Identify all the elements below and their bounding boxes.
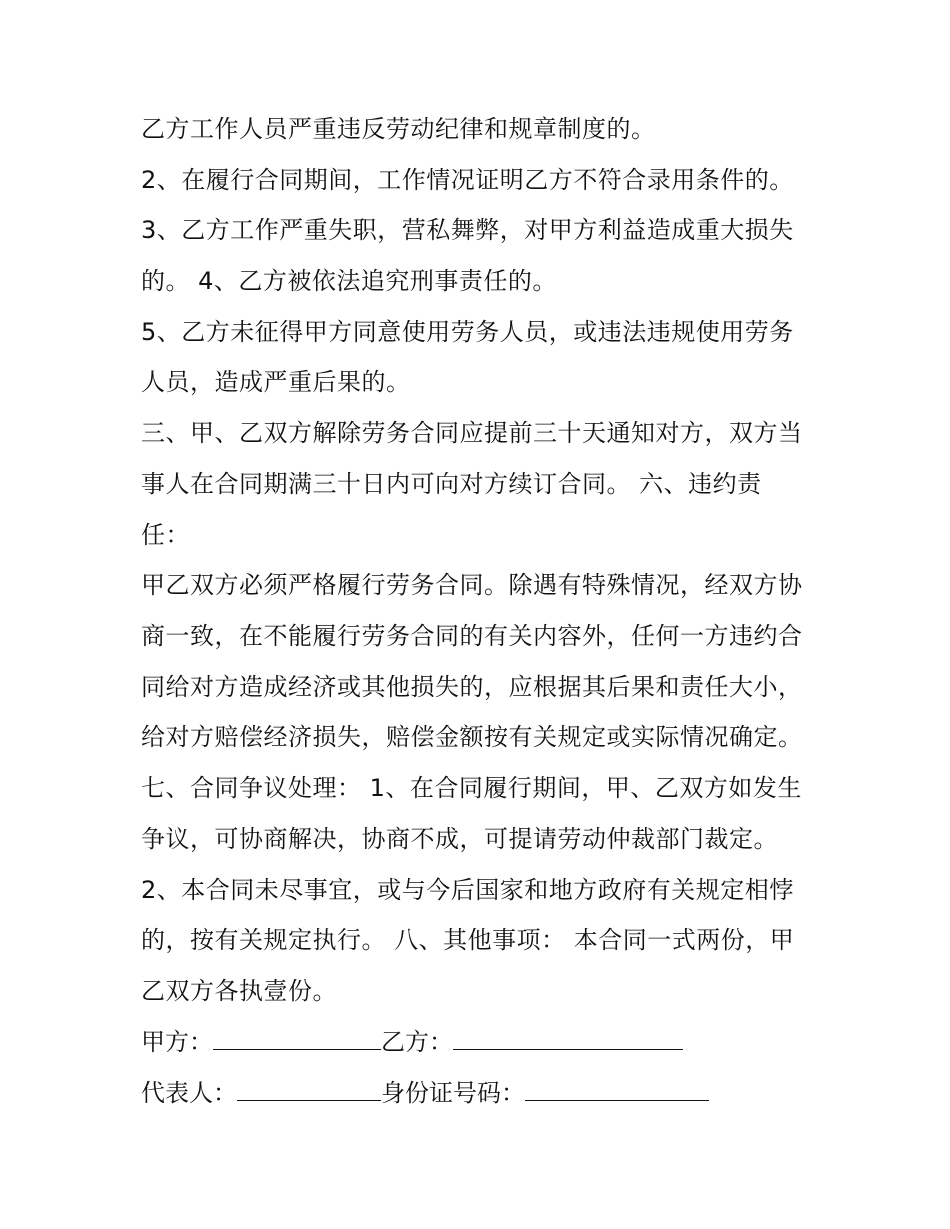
id-number-blank[interactable] (525, 1078, 709, 1101)
signature-row-parties (141, 1027, 683, 1057)
text-line: 给对方赔偿经济损失，赔偿金额按有关规定或实际情况确定。 (141, 723, 803, 751)
text-line: 争议，可协商解决，协商不成，可提请劳动仲裁部门裁定。 (141, 825, 778, 853)
text-line: 七、合同争议处理： 1、在合同履行期间，甲、乙双方如发生 (141, 774, 802, 802)
text-line: 乙方工作人员严重违反劳动纪律和规章制度的。 (141, 115, 656, 143)
text-line: 甲乙双方必须严格履行劳务合同。除遇有特殊情况，经双方协 (141, 571, 803, 599)
id-number-label: 身份证号码： (381, 1079, 525, 1107)
text-line: 三、甲、乙双方解除劳务合同应提前三十天通知对方，双方当 (141, 419, 803, 447)
text-line: 2、在履行合同期间，工作情况证明乙方不符合录用条件的。 (141, 166, 794, 194)
party-b-label: 乙方： (381, 1028, 453, 1056)
text-line: 乙双方各执壹份。 (141, 977, 337, 1005)
text-line: 任： (141, 521, 190, 549)
text-line: 的，按有关规定执行。 八、其他事项： 本合同一式两份，甲 (141, 926, 795, 954)
text-line: 2、本合同未尽事宜，或与今后国家和地方政府有关规定相悖 (141, 876, 794, 904)
signature-row-representative (141, 1078, 709, 1108)
party-a-signature-blank[interactable] (213, 1027, 381, 1050)
text-line: 人员，造成严重后果的。 (141, 368, 411, 396)
text-line: 商一致，在不能履行劳务合同的有关内容外，任何一方违约合 (141, 622, 803, 650)
party-b-signature-blank[interactable] (453, 1027, 683, 1050)
representative-blank[interactable] (237, 1078, 381, 1101)
party-a-label: 甲方： (141, 1028, 213, 1056)
text-line: 的。 4、乙方被依法追究刑事责任的。 (141, 267, 557, 295)
text-line: 同给对方造成经济或其他损失的，应根据其后果和责任大小， (141, 673, 803, 701)
text-line: 事人在合同期满三十日内可向对方续订合同。 六、违约责 (141, 470, 762, 498)
text-line: 5、乙方未征得甲方同意使用劳务人员，或违法违规使用劳务 (141, 318, 794, 346)
representative-label: 代表人： (141, 1079, 237, 1107)
text-line: 3、乙方工作严重失职，营私舞弊，对甲方利益造成重大损失 (141, 216, 794, 244)
